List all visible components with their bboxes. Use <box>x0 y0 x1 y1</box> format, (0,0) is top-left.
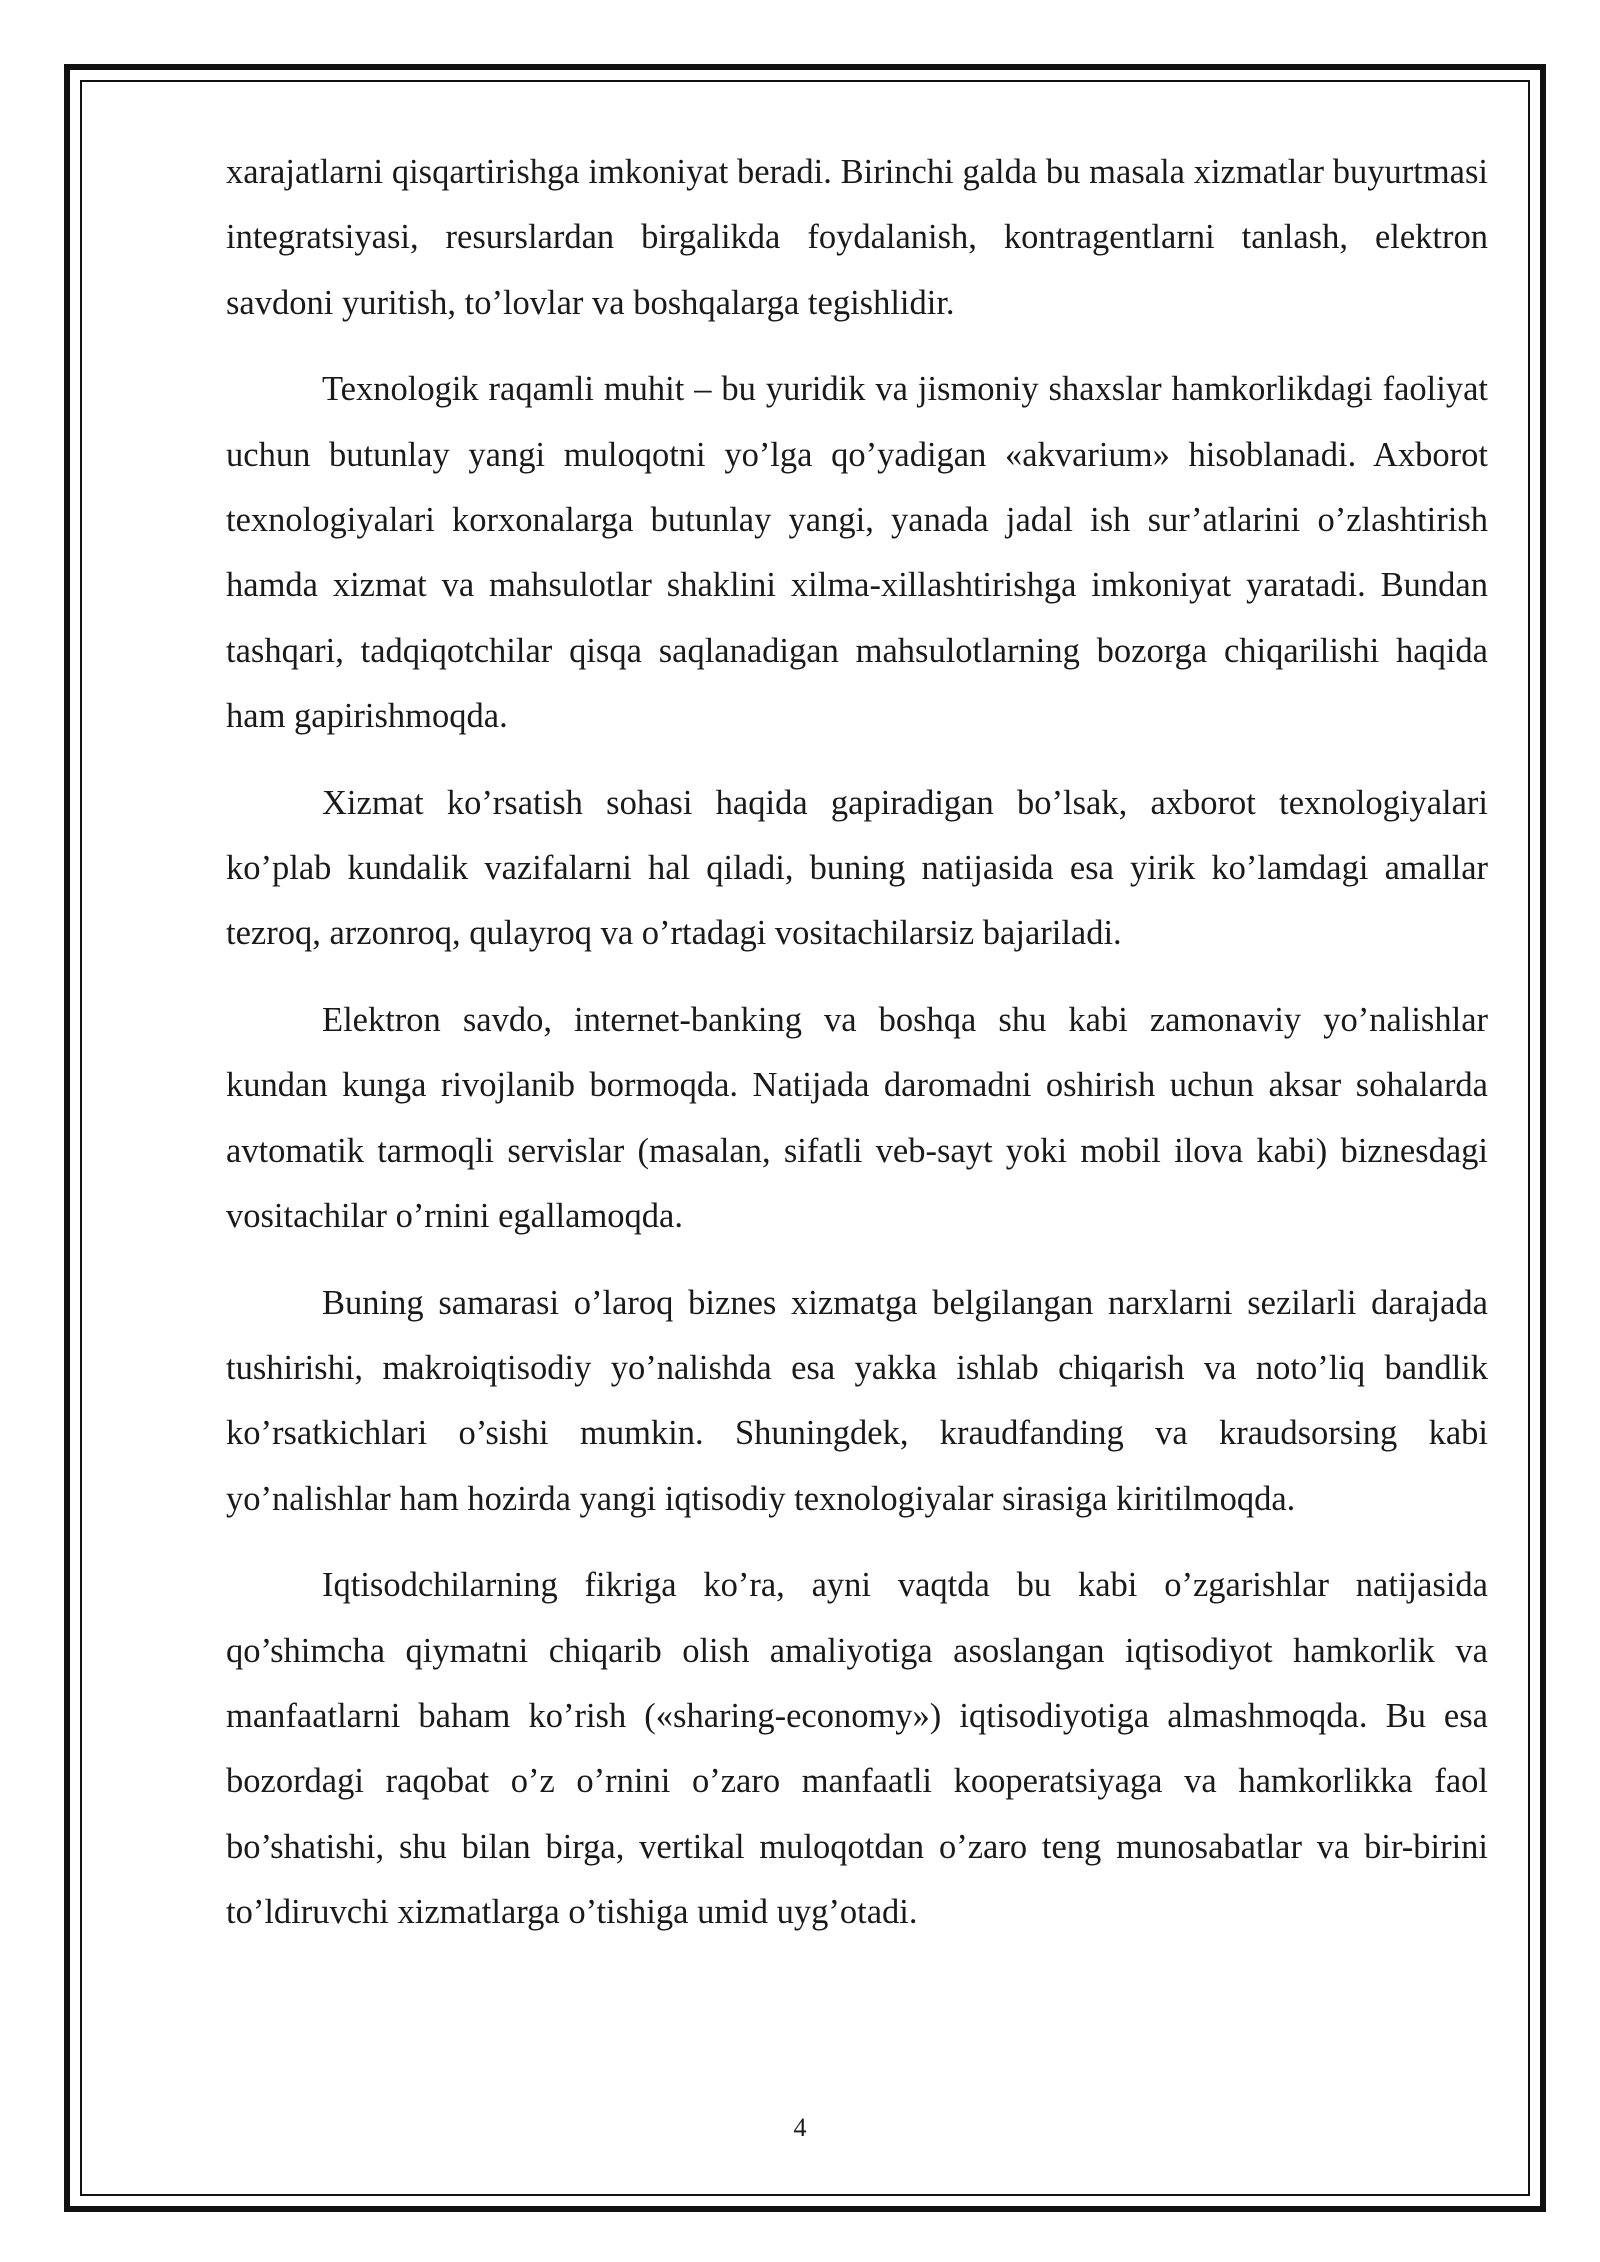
paragraph-1: xarajatlarni qisqartirishga imkoniyat beradi. Birinchi galda bu masala xizmatlar buyurtmasi integratsiyasi, resurslardan birgalikda foydalanish, kontragentlarni tanlash, elektron savdoni yuritish, to’lovlar va boshqalarga tegishlidir. <box>226 153 1488 322</box>
paragraph-5: Buning samarasi o’laroq biznes xizmatga belgilangan narxlarni sezilarli darajada tushirishi, makroiqtisodiy yo’nalishda esa yakka ishlab chiqarish va noto’liq bandlik ko’rsatkichlari o’sishi mumkin. Shuningdek, kraudfanding va kraudsorsing kabi yo’nalishlar ham hozirda yangi iqtisodiy texnologiyalar sirasiga kiritilmoqda. <box>226 1283 1488 1518</box>
paragraph-4: Elektron savdo, internet-banking va boshqa shu kabi zamonaviy yo’nalishlar kundan kunga rivojlanib bormoqda. Natijada daromadni oshirish uchun aksar sohalarda avtomatik tarmoqli servislar (masalan, sifatli veb-sayt yoki mobil ilova kabi) biznesdagi vositachilar o’rnini egallamoqda. <box>226 1001 1488 1235</box>
paragraph-6: Iqtisodchilarning fikriga ko’ra, ayni vaqtda bu kabi o’zgarishlar natijasida qo’shimcha qiymatni chiqarib olish amaliyotiga asoslangan iqtisodiyot hamkorlik va manfaatlarni baham ko’rish («sharing-economy») iqtisodiyotiga almashmoqda. Bu esa bozordagi raqobat o’z o’rnini o’zaro manfaatli kooperatsiyaga va hamkorlikka faol bo’shatishi, shu bilan birga, vertikal muloqotdan o’zaro teng munosabatlar va bir-birini to’ldiruvchi xizmatlarga o’tishiga umid uyg’otadi. <box>226 1566 1488 1931</box>
document-body <box>226 140 1488 1967</box>
paragraph-2: Texnologik raqamli muhit – bu yuridik va jismoniy shaxslar hamkorlikdagi faoliyat uchun butunlay yangi muloqotni yo’lga qo’yadigan «akvarium» hisoblanadi. Axborot texnologiyalari korxonalarga butunlay yangi, yanada jadal ish sur’atlarini o’zlashtirish hamda xizmat va mahsulotlar shaklini xilma-xillashtirishga imkoniyat yaratadi. Bundan tashqari, tadqiqotchilar qisqa saqlanadigan mahsulotlarning bozorga chiqarilishi haqida ham gapirishmoqda. <box>226 370 1488 735</box>
paragraph-3: Xizmat ko’rsatish sohasi haqida gapiradigan bo’lsak, axborot texnologiyalari ko’plab kundalik vazifalarni hal qiladi, buning natijasida esa yirik ko’lamdagi amallar tezroq, arzonroq, qulayroq va o’rtadagi vositachilarsiz bajariladi. <box>226 783 1488 953</box>
page-number: 4 <box>793 2113 807 2142</box>
